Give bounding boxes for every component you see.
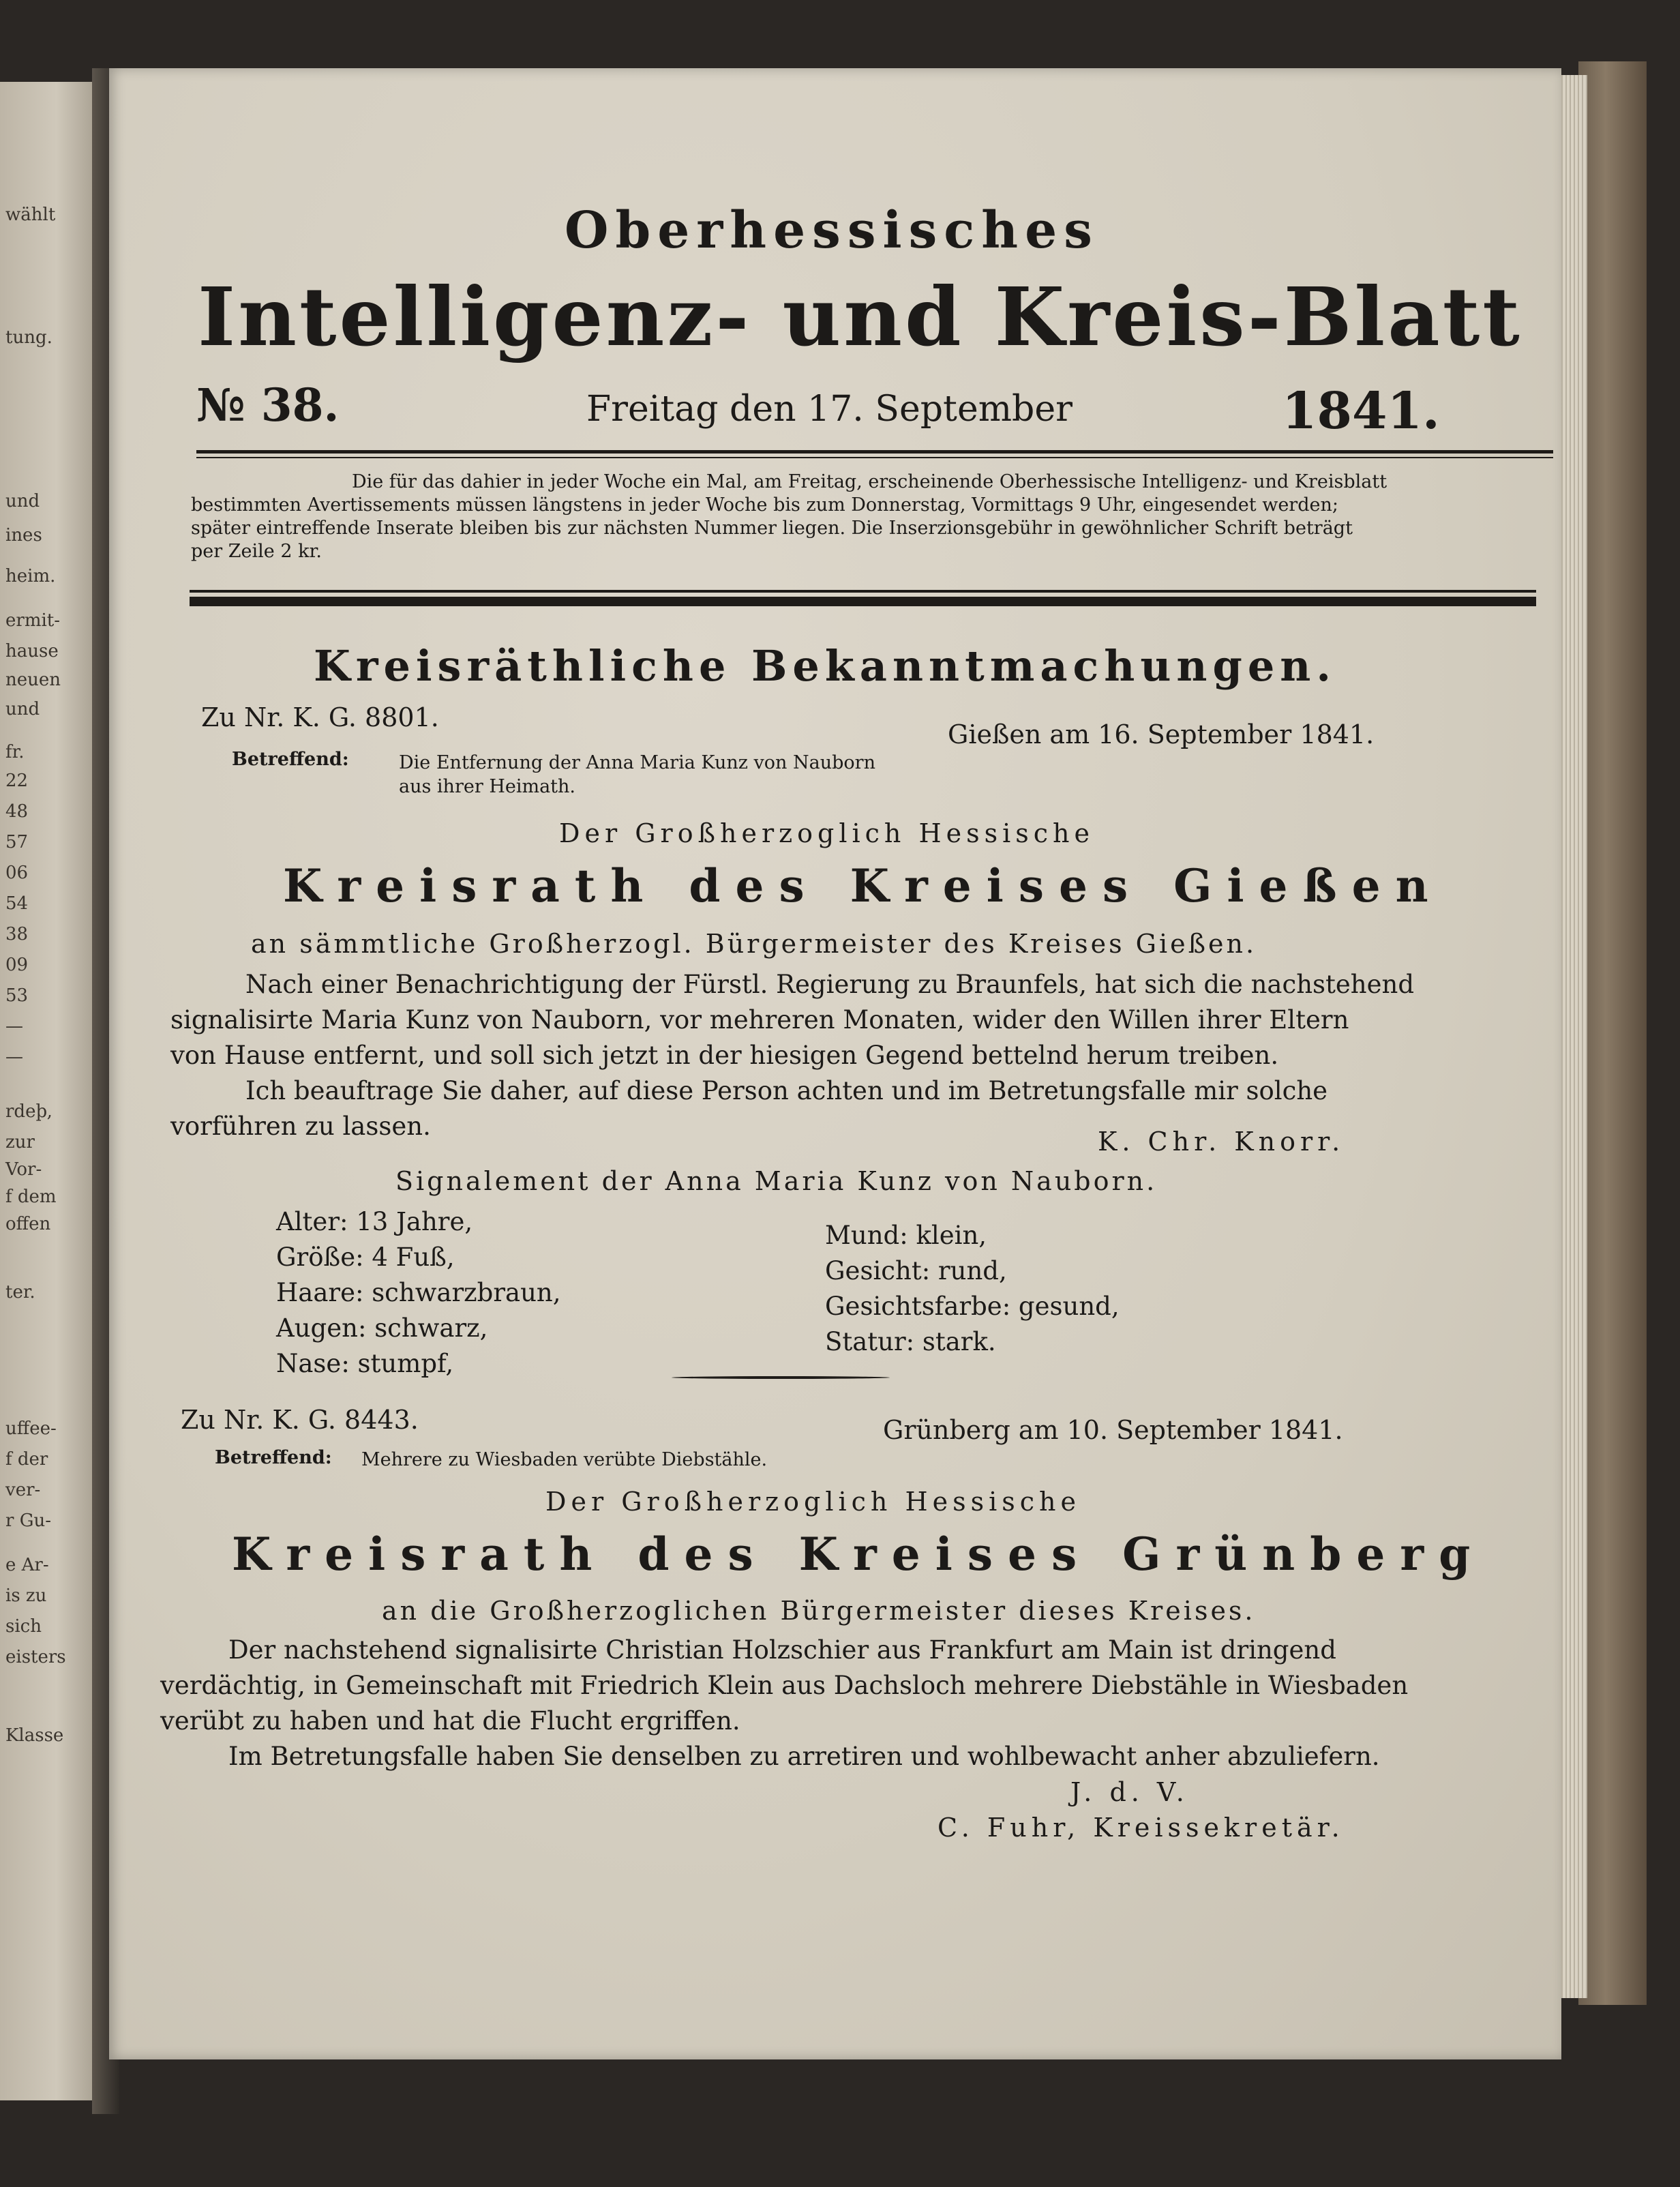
left-page-fragment: 54: [5, 893, 29, 914]
notice-line: per Zeile 2 kr.: [191, 541, 322, 562]
description-item: Augen: schwarz,: [276, 1313, 488, 1343]
subscription-notice: [191, 471, 1548, 563]
announcement1-body-line: von Hause entfernt, und soll sich jetzt in der hiesigen Gegend bettelnd herum treiben.: [170, 1041, 1279, 1070]
description-item: Gesicht: rund,: [825, 1256, 1007, 1285]
left-page-fragment: offen: [5, 1214, 51, 1234]
left-page-fragment: 06: [5, 863, 29, 883]
left-page-fragment: ter.: [5, 1282, 35, 1303]
book-cover-edge: [1578, 61, 1647, 2005]
masthead-rule-thin: [196, 457, 1553, 458]
left-page-fragment: heim.: [5, 566, 56, 586]
announcement1-body-line: Nach einer Benachrichtigung der Fürstl. Regierung zu Braunfels, hat sich die nachstehend: [245, 970, 1415, 999]
announcement1-body-line: signalisirte Maria Kunz von Nauborn, vor mehreren Monaten, wider den Willen ihrer Eltern: [170, 1005, 1349, 1035]
left-page-fragment: Vor-: [5, 1159, 42, 1180]
left-page-fragment: r Gu-: [5, 1511, 51, 1531]
masthead-title-line1: Oberhessisches: [565, 201, 1099, 260]
masthead-rule: [196, 450, 1553, 453]
left-page-fragment: fr.: [5, 742, 25, 762]
section-heading: Kreisräthliche Bekanntmachungen.: [314, 641, 1336, 691]
announcement2-signature-initials: J. d. V.: [1070, 1777, 1189, 1807]
announcement1-reference: Zu Nr. K. G. 8801.: [201, 702, 439, 732]
description-title: Signalement der Anna Maria Kunz von Nauborn.: [395, 1166, 1158, 1196]
description-item: Statur: stark.: [825, 1327, 996, 1356]
announcement2-place-date: Grünberg am 10. September 1841.: [883, 1415, 1343, 1445]
left-page-fragment: rdeþ,: [5, 1101, 52, 1122]
masthead-title-line2: Intelligenz- und Kreis-Blatt: [198, 269, 1522, 364]
left-page-fragment: wählt: [5, 205, 56, 225]
left-page-fragment: tung.: [5, 327, 52, 348]
left-page-fragment: und: [5, 699, 40, 719]
announcement2-subject: Mehrere zu Wiesbaden verübte Diebstähle.: [361, 1449, 768, 1470]
left-page-fragment: is zu: [5, 1586, 47, 1606]
announcement2-authority: Der Großherzoglich Hessische: [545, 1487, 1081, 1517]
left-page-fragment: ver-: [5, 1480, 41, 1500]
announcement1-authority: Der Großherzoglich Hessische: [559, 818, 1094, 848]
issue-number: № 38.: [196, 378, 340, 432]
issue-year: 1841.: [1282, 382, 1440, 441]
left-page-fragment: hause: [5, 641, 59, 661]
announcement2-signature: C. Fuhr, Kreissekretär.: [937, 1813, 1345, 1843]
announcement2-office: Kreisrath des Kreises Grünberg: [232, 1528, 1486, 1581]
announcement1-body-line: Ich beauftrage Sie daher, auf diese Person achten und im Betretungsfalle mir solche: [245, 1076, 1328, 1105]
left-page-fragment: Klasse: [5, 1725, 64, 1746]
announcement1-body-line: vorführen zu lassen.: [170, 1112, 431, 1141]
notice-line: Die für das dahier in jeder Woche ein Mal, am Freitag, erscheinende Oberhessische Intelligenz- und Kreisblatt: [351, 471, 1388, 492]
description-item: Nase: stumpf,: [276, 1349, 454, 1378]
announcement2-body-line: Der nachstehend signalisirte Christian Holzschier aus Frankfurt am Main ist dringend: [228, 1635, 1336, 1665]
left-page-fragment: f dem: [5, 1187, 57, 1207]
announcement1-office: Kreisrath des Kreises Gießen: [283, 859, 1443, 912]
issue-date: Freitag den 17. September: [586, 389, 1072, 430]
notice-line: später eintreffende Inserate bleiben bis zur nächsten Nummer liegen. Die Inserzionsgebühr in gewöhnlicher Schrift beträgt: [191, 518, 1353, 539]
separator-rule: [672, 1376, 890, 1379]
left-page-fragment: 53: [5, 985, 29, 1006]
announcement1-addressee: an sämmtliche Großherzogl. Bürgermeister des Kreises Gießen.: [251, 929, 1257, 959]
left-page-fragment: f der: [5, 1449, 48, 1470]
left-page-fragment: ermit-: [5, 610, 61, 631]
announcement1-subject: Die Entfernung der Anna Maria Kunz von Nauborn: [399, 752, 875, 773]
announcement1-place-date: Gießen am 16. September 1841.: [948, 719, 1375, 749]
left-page-fragment: zur: [5, 1132, 35, 1152]
announcement1-subject-label: Betreffend:: [232, 749, 349, 770]
left-page-fragment: und: [5, 491, 40, 511]
left-page-fragment: 22: [5, 771, 29, 791]
description-item: Alter: 13 Jahre,: [276, 1207, 473, 1236]
description-item: Gesichtsfarbe: gesund,: [825, 1292, 1120, 1321]
announcement2-reference: Zu Nr. K. G. 8443.: [181, 1405, 419, 1435]
announcement1-subject-cont: aus ihrer Heimath.: [399, 776, 576, 797]
left-page-fragment: 38: [5, 924, 29, 944]
left-page-fragment: eisters: [5, 1647, 66, 1667]
announcement2-body-line: Im Betretungsfalle haben Sie denselben zu arretiren und wohlbewacht anher abzuliefern.: [228, 1742, 1380, 1771]
description-item: Größe: 4 Fuß,: [276, 1243, 455, 1272]
left-page-fragment: —: [5, 1016, 23, 1037]
left-page-fragment: 09: [5, 955, 29, 975]
description-item: Haare: schwarzbraun,: [276, 1278, 561, 1307]
left-page: [0, 82, 102, 2100]
left-page-fragment: ines: [5, 525, 42, 546]
left-page-fragment: uffee-: [5, 1418, 57, 1439]
left-page-fragment: sich: [5, 1616, 42, 1637]
notice-line: bestimmten Avertissements müssen längstens in jeder Woche bis zum Donnerstag, Vormittags 9 Uhr, eingesendet werden;: [191, 494, 1338, 516]
left-page-fragment: neuen: [5, 670, 61, 690]
announcement2-addressee: an die Großherzoglichen Bürgermeister dieses Kreises.: [382, 1596, 1256, 1626]
left-page-fragment: 57: [5, 832, 29, 852]
announcement2-subject-label: Betreffend:: [215, 1447, 332, 1468]
announcement2-body-line: verübt zu haben und hat die Flucht ergriffen.: [160, 1706, 740, 1736]
left-page-fragment: —: [5, 1047, 23, 1067]
notice-rule-thick: [190, 597, 1536, 606]
description-item: Mund: klein,: [825, 1221, 987, 1250]
left-page-fragment: e Ar-: [5, 1555, 49, 1575]
announcement2-body-line: verdächtig, in Gemeinschaft mit Friedrich Klein aus Dachsloch mehrere Diebstähle in Wiesbaden: [160, 1671, 1409, 1700]
left-page-fragment: 48: [5, 801, 29, 822]
notice-rule: [190, 590, 1536, 593]
newspaper-page: [109, 68, 1561, 2059]
announcement1-signature: K. Chr. Knorr.: [1098, 1127, 1345, 1157]
